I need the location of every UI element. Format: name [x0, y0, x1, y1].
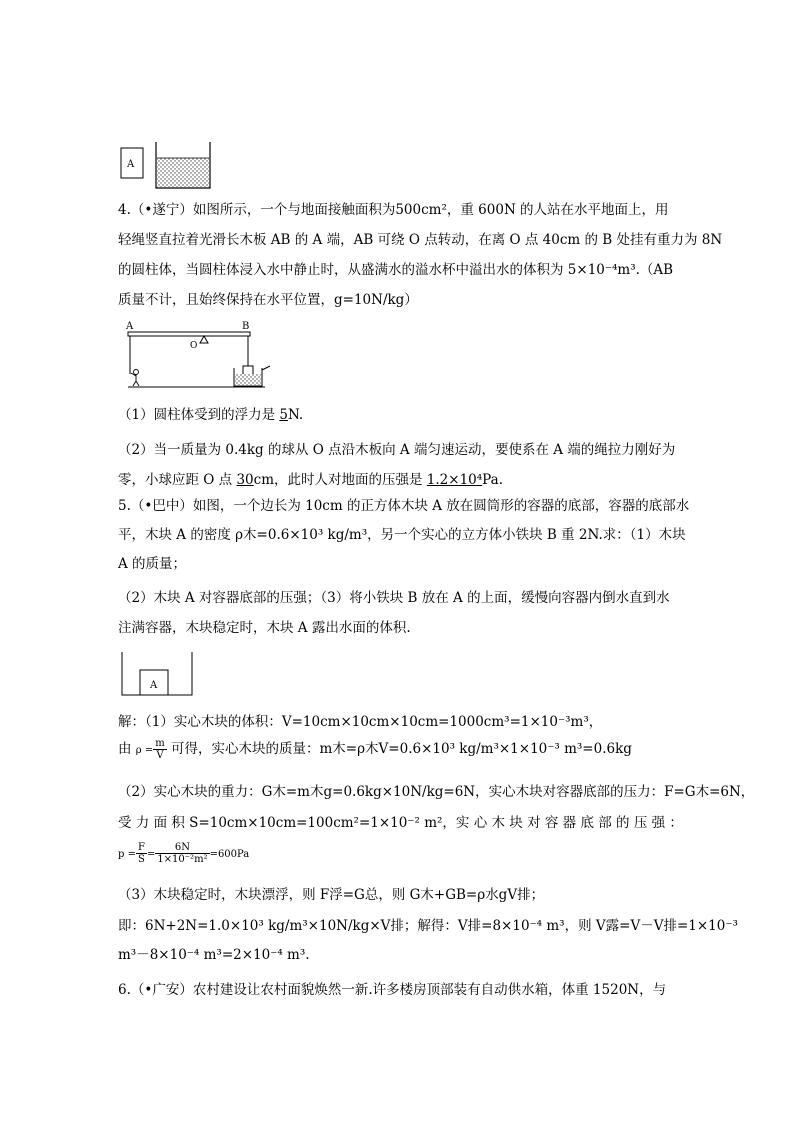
person-head [134, 370, 139, 375]
top-figure [118, 140, 218, 192]
q5-sol5-frac-2 [155, 842, 209, 865]
q5-sol5-f-den: S [138, 854, 145, 865]
q4-line-2: 轻绳竖直拉着光滑长木板 AB 的 A 端，AB 可绕 O 点转动，在离 O 点 40cm 的 B 处挂有重力为 8N [118, 232, 723, 248]
q4-sub-2-line-1: （2）当一质量为 0.4kg 的球从 O 点沿木板向 A 端匀速运动，要使系在 A 端的绳拉力刚好为 [118, 442, 676, 458]
q5-solution-4: 受 力 面 积 S=10cm×10cm=100cm²=1×10⁻² m²，实 心 木 块 对 容 器 底 部 的 压 强 ： [118, 815, 683, 831]
q4-sub2-pre: 零，小球应距 O 点 [118, 472, 237, 488]
q5-sol5-eq: = [146, 849, 156, 860]
container-figure [120, 650, 196, 698]
lever-board [128, 332, 250, 336]
q4-sub-2-line-2 [118, 470, 503, 490]
q5-solution-7: 即：6N+2N=1.0×10³ kg/m³×10N/kg×V排；解得：V排=8×10⁻⁴ m³，则 V露=V－V排=1×10⁻³ [118, 918, 738, 934]
lever-label-o: O [190, 341, 198, 351]
q4-sub2-mid: cm，此时人对地面的压强是 [253, 472, 427, 488]
q5-solution-8: m³－8×10⁻⁴ m³=2×10⁻⁴ m³. [118, 947, 310, 963]
q6-line-1: 6.（•广安）农村建设让农村面貌焕然一新.许多楼房顶部装有自动供水箱，体重 1520N，与 [118, 982, 667, 998]
q5-solution-5 [118, 842, 249, 865]
q5-solution-6: （3）木块稳定时，木块漂浮，则 F浮=G总，则 G木+GB=ρ水gV排； [118, 887, 545, 903]
q5-line-2: 平，木块 A 的密度 ρ木=0.6×10³ kg/m³，另一个实心的立方体小铁块 B 重 2N.求：（1）木块 [118, 527, 686, 543]
q4-sub1-post: N. [287, 407, 304, 423]
q5-line-3: A 的质量； [118, 556, 187, 572]
q5-sol2-den: V [156, 750, 164, 761]
q5-sol2-rho: ρ = [135, 745, 154, 756]
q5-sol2-fraction [153, 738, 166, 761]
q5-sol5-result: =600Pa [209, 849, 250, 860]
q4-sub-1 [118, 405, 303, 425]
lever-figure [120, 318, 280, 390]
block-a-label: A [150, 680, 158, 691]
beaker-water [157, 158, 209, 187]
q5-line-5: 注满容器，木块稳定时，木块 A 露出水面的体积. [118, 620, 411, 636]
q4-sub2-answer-2: 1.2×10⁴ [426, 472, 483, 488]
lever-label-b: B [242, 321, 250, 332]
q5-sol2-num: m [155, 738, 165, 749]
q5-sol5-n-num: 6N [155, 842, 209, 854]
pivot [200, 336, 208, 343]
q4-sub1-pre: （1）圆柱体受到的浮力是 [118, 407, 280, 423]
q4-line-3: 的圆柱体，当圆柱体浸入水中静止时，从盛满水的溢水杯中溢出水的体积为 5×10⁻⁴m³.（AB [118, 262, 674, 278]
q5-sol5-n-den: 1×10⁻²m² [157, 854, 208, 865]
spout [262, 366, 270, 370]
q5-sol5-f-num: F [137, 842, 145, 853]
q5-line-4: （2）木块 A 对容器底部的压强；（3）将小铁块 B 放在 A 的上面，缓慢向容器内倒水直到水 [118, 590, 670, 606]
q4-line-1: 4.（•遂宁）如图所示，一个与地面接触面积为500cm²，重 600N 的人站在水平地面上，用 [118, 202, 669, 218]
q4-sub1-answer: 5 [279, 407, 288, 423]
q5-sol5-frac-1 [136, 842, 147, 865]
q5-sol2-post: 可得，实心木块的质量：m木=ρ木V=0.6×10³ kg/m³×1×10⁻³ m³=0.6kg [166, 741, 632, 757]
q4-sub2-post: Pa. [482, 472, 503, 488]
q5-solution-1: 解：（1）实心木块的体积：V=10cm×10cm×10cm=1000cm³=1×10⁻³m³， [118, 714, 603, 730]
q4-sub2-answer-1: 30 [236, 472, 254, 488]
q5-line-1: 5.（•巴中）如图，一个边长为 10cm 的正方体木块 A 放在圆筒形的容器的底部，容器的底部水 [118, 498, 690, 514]
q5-solution-2 [118, 738, 632, 761]
q5-solution-3: （2）实心木块的重力：G木=m木g=0.6kg×10N/kg=6N，实心木块对容器底部的压力：F=G木=6N， [118, 784, 755, 800]
box-a-label: A [127, 159, 135, 170]
lever-label-a: A [126, 321, 134, 332]
q5-sol2-pre: 由 [118, 741, 136, 757]
q5-sol5-p: p = [118, 849, 136, 860]
q4-line-4: 质量不计，且始终保持在水平位置，g=10N/kg） [118, 292, 418, 308]
